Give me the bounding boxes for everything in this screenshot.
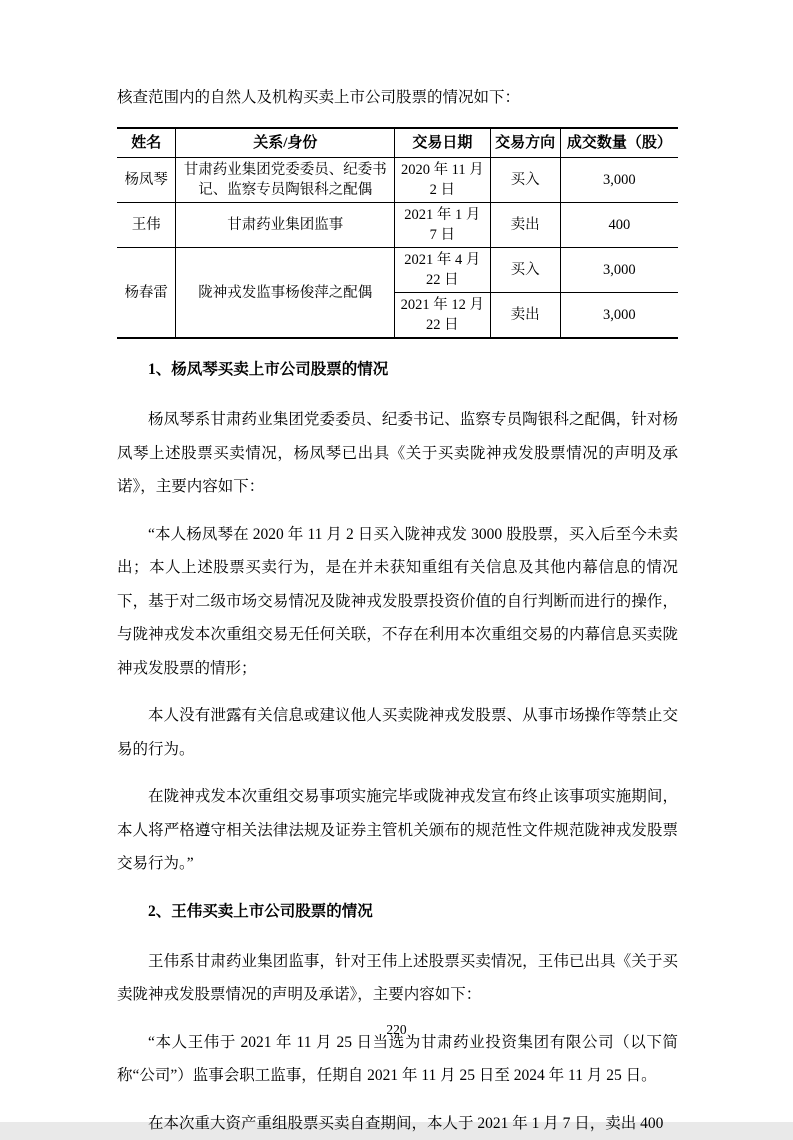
cell-name: 王伟 xyxy=(117,203,176,248)
cell-relation: 甘肃药业集团监事 xyxy=(176,203,395,248)
paragraph: “本人王伟于 2021 年 11 月 25 日当选为甘肃药业投资集团有限公司（以下简称“公司”）监事会职工监事，任期自 2021 年 11 月 25 日至 2024 年 11 月 25 日。 xyxy=(117,1026,678,1093)
paragraph: “本人杨凤琴在 2020 年 11 月 2 日买入陇神戎发 3000 股股票，买入后至今未卖出；本人上述股票买卖行为，是在并未获知重组有关信息及其他内幕信息的情况下，基于对二级市场交易情况及陇神戎发股票投资价值的自行判断而进行的操作，与陇神戎发本次重组交易无任何关联，不存在利用本次重组交易的内幕信息买卖陇神戎发股票的情形； xyxy=(117,518,678,686)
paragraph: 王伟系甘肃药业集团监事，针对王伟上述股票买卖情况，王伟已出具《关于买卖陇神戎发股票情况的声明及承诺》，主要内容如下： xyxy=(117,945,678,1012)
table-header-relation: 关系/身份 xyxy=(176,128,395,158)
intro-text: 核查范围内的自然人及机构买卖上市公司股票的情况如下： xyxy=(117,86,678,110)
cell-date: 2021 年 1 月 7 日 xyxy=(395,203,490,248)
table-header-direction: 交易方向 xyxy=(490,128,560,158)
cell-date: 2021 年 12 月 22 日 xyxy=(395,293,490,339)
table-header-name: 姓名 xyxy=(117,128,176,158)
cell-name: 杨凤琴 xyxy=(117,158,176,203)
paragraph: 在本次重大资产重组股票买卖自查期间，本人于 2021 年 1 月 7 日，卖出 400 xyxy=(117,1107,678,1140)
cell-direction: 买入 xyxy=(490,248,560,293)
cell-direction: 买入 xyxy=(490,158,560,203)
section-2 xyxy=(117,901,678,1140)
cell-date: 2020 年 11 月 2 日 xyxy=(395,158,490,203)
paragraph: 杨凤琴系甘肃药业集团党委委员、纪委书记、监察专员陶银科之配偶，针对杨凤琴上述股票买卖情况，杨凤琴已出具《关于买卖陇神戎发股票情况的声明及承诺》，主要内容如下： xyxy=(117,403,678,504)
table-header-quantity: 成交数量（股） xyxy=(560,128,678,158)
section-1 xyxy=(117,359,678,881)
table-row xyxy=(117,248,678,293)
cell-quantity: 3,000 xyxy=(560,248,678,293)
section-2-heading: 2、王伟买卖上市公司股票的情况 xyxy=(117,901,678,923)
cell-quantity: 400 xyxy=(560,203,678,248)
cell-relation: 甘肃药业集团党委委员、纪委书记、监察专员陶银科之配偶 xyxy=(176,158,395,203)
table-header-date: 交易日期 xyxy=(395,128,490,158)
cell-direction: 卖出 xyxy=(490,293,560,339)
cell-name: 杨春雷 xyxy=(117,248,176,339)
cell-direction: 卖出 xyxy=(490,203,560,248)
cell-relation: 陇神戎发监事杨俊萍之配偶 xyxy=(176,248,395,339)
cell-quantity: 3,000 xyxy=(560,293,678,339)
table-row xyxy=(117,203,678,248)
cell-quantity: 3,000 xyxy=(560,158,678,203)
table-row xyxy=(117,158,678,203)
section-1-heading: 1、杨凤琴买卖上市公司股票的情况 xyxy=(117,359,678,381)
cell-date: 2021 年 4 月 22 日 xyxy=(395,248,490,293)
paragraph: 本人没有泄露有关信息或建议他人买卖陇神戎发股票、从事市场操作等禁止交易的行为。 xyxy=(117,699,678,766)
stock-trading-table xyxy=(117,127,678,339)
table-header-row xyxy=(117,128,678,158)
document-content xyxy=(117,86,678,1140)
paragraph: 在陇神戎发本次重组交易事项实施完毕或陇神戎发宣布终止该事项实施期间，本人将严格遵守相关法律法规及证券主管机关颁布的规范性文件规范陇神戎发股票交易行为。” xyxy=(117,780,678,881)
page-number: 220 xyxy=(0,1022,793,1038)
